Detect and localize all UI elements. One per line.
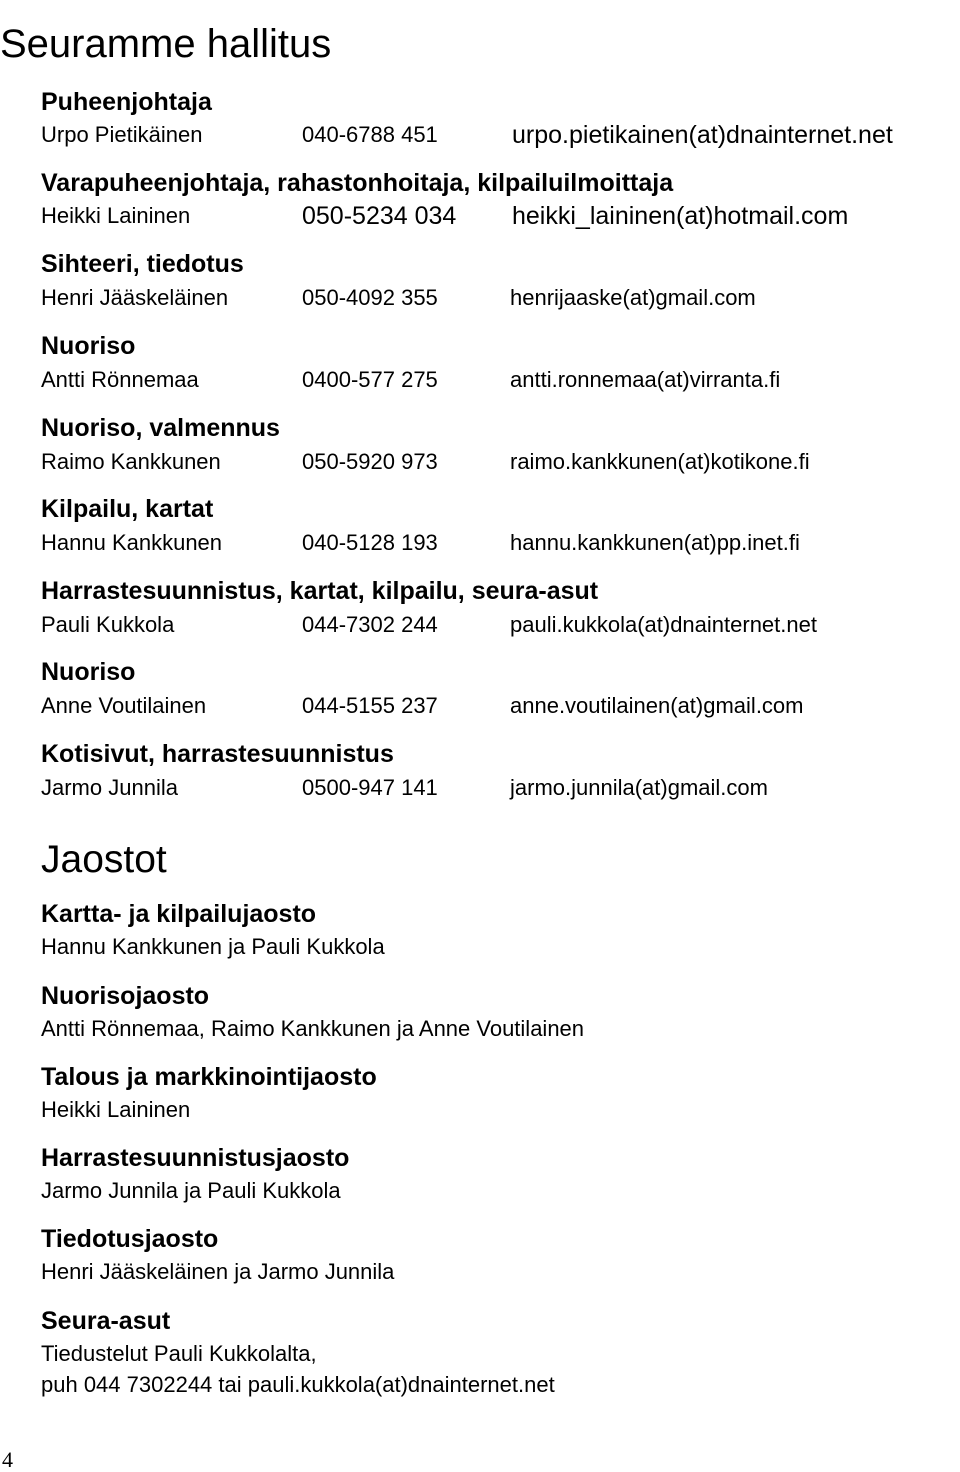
- board-role-youth-coaching: Nuoriso, valmennus: [41, 414, 280, 442]
- board-role-competition-maps: Kilpailu, kartat: [41, 495, 214, 523]
- contact-phone: 044-5155 237: [302, 693, 438, 718]
- section-title-youth: Nuorisojaosto: [41, 982, 210, 1010]
- contact-phone: 0400-577 275: [302, 367, 438, 392]
- contact-phone: 0500-947 141: [302, 775, 438, 800]
- contact-email[interactable]: pauli.kukkola(at)dnainternet.net: [510, 612, 817, 637]
- section-title-finance: Talous ja markkinointijaosto: [41, 1063, 377, 1091]
- contact-phone: 044-7302 244: [302, 612, 438, 637]
- contact-phone: 040-6788 451: [302, 122, 438, 147]
- section-info-line: Tiedustelut Pauli Kukkolalta,: [41, 1341, 317, 1366]
- contact-email[interactable]: henrijaaske(at)gmail.com: [510, 285, 756, 310]
- contact-email[interactable]: heikki_laininen(at)hotmail.com: [512, 202, 849, 230]
- page-title: Seuramme hallitus: [0, 21, 332, 66]
- board-role-chair: Puheenjohtaja: [41, 88, 212, 116]
- contact-name: Anne Voutilainen: [41, 693, 207, 718]
- sections-heading: Jaostot: [41, 838, 167, 881]
- contact-email[interactable]: hannu.kankkunen(at)pp.inet.fi: [510, 530, 800, 555]
- section-title-maps-competition: Kartta- ja kilpailujaosto: [41, 900, 317, 928]
- section-title-communications: Tiedotusjaosto: [41, 1225, 219, 1253]
- contact-name: Pauli Kukkola: [41, 612, 175, 637]
- contact-name: Raimo Kankkunen: [41, 449, 221, 474]
- contact-phone: 050-4092 355: [302, 285, 438, 310]
- board-role-youth-2: Nuoriso: [41, 658, 136, 686]
- section-members: Heikki Laininen: [41, 1097, 191, 1122]
- contact-phone: 050-5920 973: [302, 449, 438, 474]
- contact-name: Jarmo Junnila: [41, 775, 178, 800]
- board-role-website: Kotisivut, harrastesuunnistus: [41, 740, 394, 768]
- contact-email[interactable]: antti.ronnemaa(at)virranta.fi: [510, 367, 781, 392]
- section-title-club-apparel: Seura-asut: [41, 1307, 171, 1335]
- board-role-youth: Nuoriso: [41, 332, 136, 360]
- section-members: Antti Rönnemaa, Raimo Kankkunen ja Anne Voutilainen: [41, 1016, 585, 1041]
- section-title-recreational: Harrastesuunnistusjaosto: [41, 1144, 350, 1172]
- page-number: 4: [2, 1447, 13, 1472]
- board-role-vice-chair: Varapuheenjohtaja, rahastonhoitaja, kilpailuilmoittaja: [41, 169, 674, 197]
- contact-email[interactable]: anne.voutilainen(at)gmail.com: [510, 693, 804, 718]
- contact-email[interactable]: urpo.pietikainen(at)dnainternet.net: [512, 121, 893, 149]
- contact-name: Urpo Pietikäinen: [41, 122, 203, 147]
- board-role-recreational: Harrastesuunnistus, kartat, kilpailu, seura-asut: [41, 577, 599, 605]
- contact-name: Heikki Laininen: [41, 203, 191, 228]
- section-members: Hannu Kankkunen ja Pauli Kukkola: [41, 934, 385, 959]
- section-members: Henri Jääskeläinen ja Jarmo Junnila: [41, 1259, 395, 1284]
- contact-name: Antti Rönnemaa: [41, 367, 199, 392]
- board-role-secretary: Sihteeri, tiedotus: [41, 250, 244, 278]
- contact-email[interactable]: raimo.kankkunen(at)kotikone.fi: [510, 449, 810, 474]
- section-members: Jarmo Junnila ja Pauli Kukkola: [41, 1178, 341, 1203]
- contact-email[interactable]: jarmo.junnila(at)gmail.com: [510, 775, 768, 800]
- contact-name: Hannu Kankkunen: [41, 530, 223, 555]
- section-info-line: puh 044 7302244 tai pauli.kukkola(at)dnainternet.net: [41, 1372, 555, 1397]
- contact-phone: 040-5128 193: [302, 530, 438, 555]
- contact-name: Henri Jääskeläinen: [41, 285, 229, 310]
- contact-phone: 050-5234 034: [302, 202, 457, 230]
